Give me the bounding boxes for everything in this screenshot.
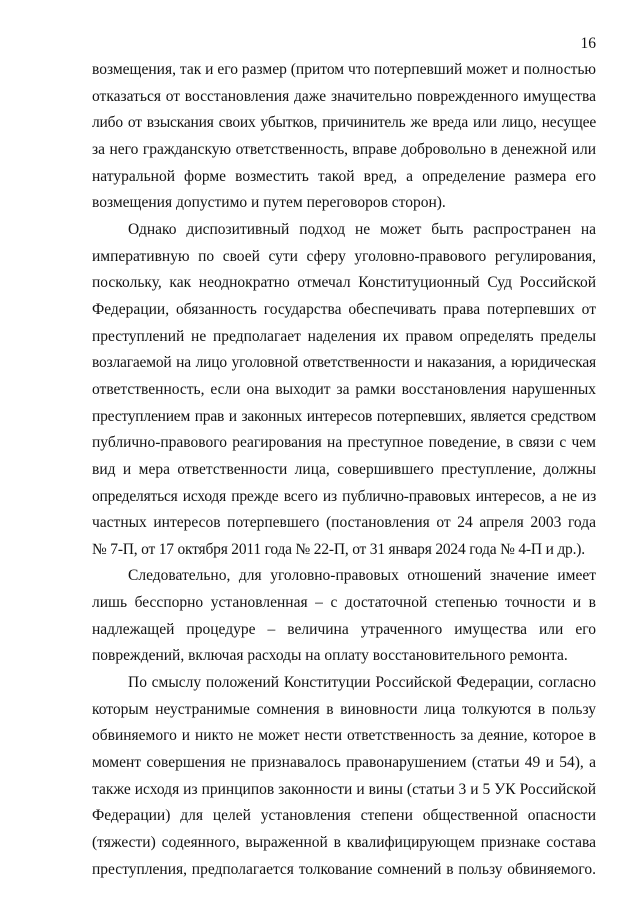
text-line: (тяжести) содеянного, выраженной в квалифицирующем признаке состава (92, 834, 596, 852)
text-line: возмещения, так и его размер (притом что потерпевший может и полностью (92, 61, 596, 78)
text-line: отказаться от восстановления даже значительно поврежденного имущества (92, 87, 596, 105)
text-line: повреждений, включая расходы на оплату восстановительного ремонта. (92, 647, 568, 665)
text-line: преступлений не предполагает наделения их правом определять пределы (92, 327, 596, 345)
text-line: за него гражданскую ответственность, вправе добровольно в денежной или (92, 140, 596, 158)
text-line: лишь бесспорно установленная – с достаточной степенью точности и в (92, 594, 596, 612)
paragraph-2 (92, 217, 596, 564)
text-line: надлежащей процедуре – величина утраченного имущества или его (92, 620, 596, 638)
text-line: публично-правового реагирования на преступное поведение, в связи с чем (92, 434, 596, 452)
text-line: которым неустранимые сомнения в виновности лица толкуются в пользу (92, 700, 596, 718)
text-line: По смыслу положений Конституции Российской Федерации, согласно (128, 674, 596, 692)
text-line: ответственность, если она выходит за рамки восстановления нарушенных (92, 380, 596, 398)
text-line: возмещения допустимо и путем переговоров сторон). (92, 194, 446, 212)
text-line: момент совершения не признавалось правонарушением (статьи 49 и 54), а (92, 754, 596, 772)
document-body (92, 57, 596, 883)
text-line: частных интересов потерпевшего (постановления от 24 апреля 2003 года (92, 514, 596, 532)
text-line: определяться исходя прежде всего из публично-правовых интересов, а не из (92, 487, 596, 505)
text-line: Однако диспозитивный подход не может быть распространен на (128, 220, 596, 238)
paragraph-4 (92, 670, 596, 883)
text-line: также исходя из принципов законности и вины (статьи 3 и 5 УК Российской (92, 780, 596, 798)
text-line: натуральной форме возместить такой вред, а определение размера его (92, 167, 596, 185)
text-line: преступления, предполагается толкование сомнений в пользу обвиняемого. (92, 860, 596, 878)
text-line: поскольку, как неоднократно отмечал Конституционный Суд Российской (92, 274, 596, 292)
text-line: вид и мера ответственности лица, совершившего преступление, должны (92, 460, 596, 478)
text-line: преступлением прав и законных интересов потерпевших, является средством (92, 407, 596, 425)
text-line: обвиняемого и никто не может нести ответственность за деяние, которое в (92, 727, 596, 745)
text-line: императивную по своей сути сферу уголовно-правового регулирования, (92, 247, 596, 265)
paragraph-3 (92, 563, 596, 670)
page-number: 16 (580, 35, 596, 52)
text-line: Федерации) для целей установления степени общественной опасности (92, 807, 596, 825)
text-line: Федерации, обязанность государства обеспечивать права потерпевших от (92, 300, 596, 318)
paragraph-1 (92, 57, 596, 217)
text-line: возлагаемой на лицо уголовной ответственности и наказания, а юридическая (92, 354, 596, 372)
text-line: либо от взыскания своих убытков, причинитель же вреда или лицо, несущее (92, 114, 596, 132)
text-line: Следовательно, для уголовно-правовых отношений значение имеет (128, 567, 596, 585)
text-line: № 7-П, от 17 октября 2011 года № 22-П, от 31 января 2024 года № 4-П и др.). (92, 540, 585, 558)
